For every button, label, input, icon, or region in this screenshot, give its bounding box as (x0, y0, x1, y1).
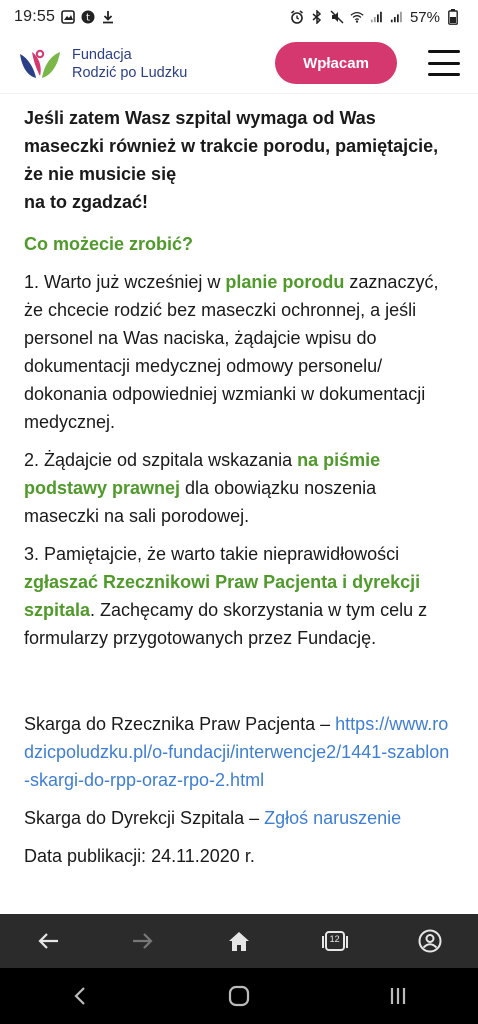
p2-text-b: dla obowiązku noszenia maseczki na sali porodowej. (24, 478, 377, 526)
complaint-hospital (24, 804, 454, 832)
battery-percent: 57% (409, 8, 440, 26)
menu-line (428, 50, 460, 53)
tabs-icon[interactable] (315, 921, 355, 961)
hamburger-menu-icon[interactable] (428, 50, 460, 76)
intro-text-2: na to zgadzać! (24, 192, 149, 212)
logo-line-1: Fundacja (72, 46, 132, 63)
signal-icon (370, 10, 384, 24)
svg-text:t: t (86, 12, 91, 24)
gallery-notification-icon (61, 10, 75, 24)
p3-text-b: . Zachęcamy do skorzystania w tym celu z formularzy przygotowanych przez Fundację. (24, 600, 428, 648)
p3-text-a: 3. Pamiętajcie, że warto takie nieprawidłowości (24, 544, 400, 564)
report-violation-link[interactable]: Zgłoś naruszenie (264, 808, 402, 828)
account-icon[interactable] (410, 921, 450, 961)
site-header (0, 34, 478, 94)
system-nav-bar (0, 968, 478, 1024)
p1-text-a: 1. Warto już wcześniej w (24, 272, 226, 292)
battery-icon (446, 10, 460, 24)
forward-arrow-icon[interactable] (123, 921, 163, 961)
birth-plan-link[interactable]: planie porodu (225, 272, 345, 292)
tab-count: 12 (329, 934, 340, 944)
report-link[interactable]: zgłaszać Rzecznikowi Praw Pacjenta i dyrekcji szpitala (24, 572, 421, 620)
donate-button[interactable]: Wpłacam (275, 42, 397, 84)
complaint-rpp-url[interactable]: https://www.rodzicpoludzku.pl/o-fundacji/interwencje2/1441-szablon-skargi-do-rpp-oraz-rpo-2.html (24, 714, 450, 790)
intro-text-1: Jeśli zatem Wasz szpital wymaga od Was maseczki również w trakcie porodu, pamiętajcie, że nie musicie się (24, 108, 439, 184)
mute-icon (330, 10, 344, 24)
spacer (24, 652, 454, 700)
home-icon[interactable] (219, 921, 259, 961)
paragraph-2 (24, 446, 454, 530)
menu-line (428, 73, 460, 76)
publication-date: Data publikacji: 24.11.2020 r. (24, 846, 255, 866)
bluetooth-icon (310, 10, 324, 24)
article-content (0, 94, 478, 914)
paragraph-1 (24, 268, 454, 436)
back-arrow-icon[interactable] (28, 921, 68, 961)
legal-basis-link[interactable]: na piśmie podstawy prawnej (24, 450, 381, 498)
section-heading: Co możecie zrobić? (24, 234, 194, 254)
complaint-hospital-label: Skarga do Dyrekcji Szpitala – (24, 808, 265, 828)
status-bar (0, 0, 478, 34)
logo-line-2: Rodzić po Ludzku (72, 64, 188, 81)
browser-toolbar (0, 914, 478, 968)
app-notification-icon (81, 10, 95, 24)
logo-text (72, 46, 187, 82)
paragraph-3 (24, 540, 454, 652)
p2-text-a: 2. Żądajcie od szpitala wskazania (24, 450, 298, 470)
foundation-logo[interactable] (16, 46, 187, 82)
intro-paragraph (24, 104, 454, 216)
complaint-rpp (24, 710, 454, 794)
wifi-icon (350, 10, 364, 24)
status-left (14, 8, 115, 26)
system-home-icon[interactable] (217, 974, 261, 1018)
download-notification-icon (101, 10, 115, 24)
logo-leaves-icon (16, 46, 64, 82)
system-recents-icon[interactable] (376, 974, 420, 1018)
alarm-icon (290, 10, 304, 24)
menu-line (428, 62, 460, 65)
status-time: 19:55 (14, 8, 56, 25)
system-back-icon[interactable] (58, 974, 102, 1018)
p1-text-b: zaznaczyć, że chcecie rodzić bez maseczki ochronnej, a jeśli personel na Was naciska, żądajcie wpisu do dokumentacji medycznej odmowy personelu/ dokonania odpowiedniej wzmianki w dokumentacji medycznej. (24, 272, 439, 432)
status-right (290, 9, 460, 26)
signal-2-icon (390, 10, 404, 24)
complaint-rpp-label: Skarga do Rzecznika Praw Pacjenta – (24, 714, 336, 734)
